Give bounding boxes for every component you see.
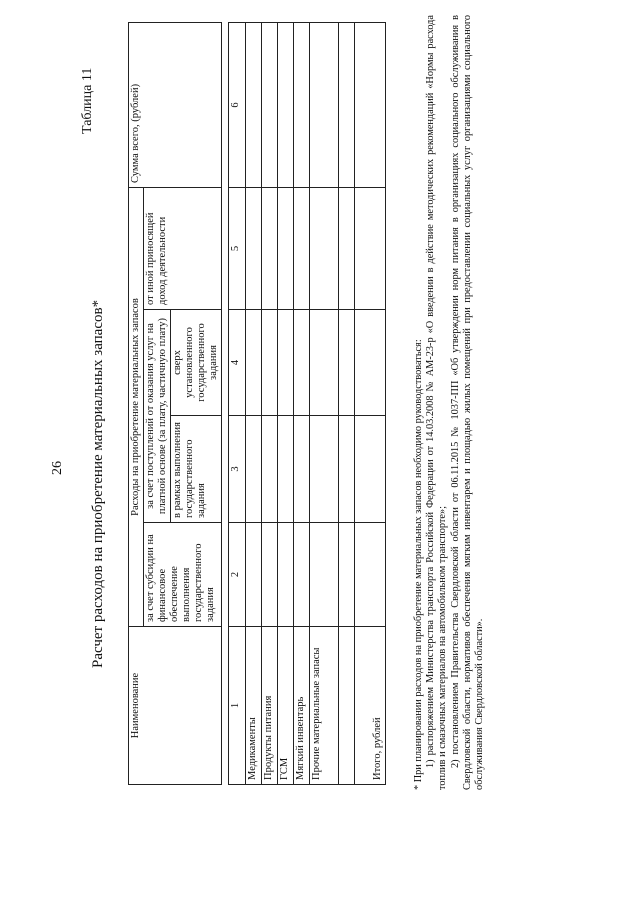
header-above-task: сверх установленного государственного задания [171,310,222,416]
row-name: Мягкий инвентарь [294,627,310,785]
header-other-income: от иной приносящей доход деятельности [144,188,222,310]
column-number: 4 [229,310,246,416]
table-label: Таблица 11 [80,67,95,134]
column-number: 3 [229,416,246,523]
table-row [262,23,278,785]
column-number: 2 [229,523,246,627]
document-title: Расчет расходов на приобретение материальных запасов* [90,299,106,668]
footnote-item-1: 1) распоряжением Министерства транспорта Российской Федерации от 14.03.2008 № АМ-23-р «О введении в действие методических рекомендаций «Нормы расхода топлив и смазочных материалов на автомобильном транспорте»; [425,15,449,790]
header-paid-services: за счет поступлений от оказания услуг на платной основе (за плату, частичную плату) [144,310,171,523]
page-number: 26 [50,461,65,475]
row-name: Продукты питания [262,627,278,785]
header-row-1 [129,23,144,785]
table-row [310,23,339,785]
table-row [294,23,310,785]
row-name: Медикаменты [246,627,262,785]
header-subsidy: за счет субсидии на финансовое обеспечение выполнения государственного задания [144,523,222,627]
table-row [339,23,355,785]
total-row [355,23,386,785]
column-number: 5 [229,188,246,310]
row-name [339,627,355,785]
table-spacer [222,23,229,785]
row-name: ГСМ [278,627,294,785]
footnote-intro: * При планировании расходов на приобретение материальных запасов необходимо руководствоваться: [413,339,424,790]
row-name: Прочие материальные запасы [310,627,339,785]
header-expenses-group: Расходы на приобретение материальных запасов [129,188,144,627]
table-row [246,23,262,785]
column-number: 1 [229,627,246,785]
column-numbers-row [229,23,246,785]
footnote-item-2: 2) постановлением Правительства Свердловской области от 06.11.2015 № 1037-ПП «Об утверждении норм питания в организациях социального обслуживания в Свердловской области, нормативов обеспечения мягким инвентарем и площадью жилых помещений при предоставлении социальных услуг организациями социального обслуживания Свердловской области». [449,15,486,790]
table-row [278,23,294,785]
header-within-task: в рамках выполнения государственного задания [171,416,222,523]
expenses-table [128,22,386,785]
total-label: Итого, рублей [355,627,386,785]
header-total: Сумма всего, (рублей) [129,23,222,188]
header-name: Наименование [129,627,222,785]
footnote [413,15,486,790]
column-number: 6 [229,23,246,188]
